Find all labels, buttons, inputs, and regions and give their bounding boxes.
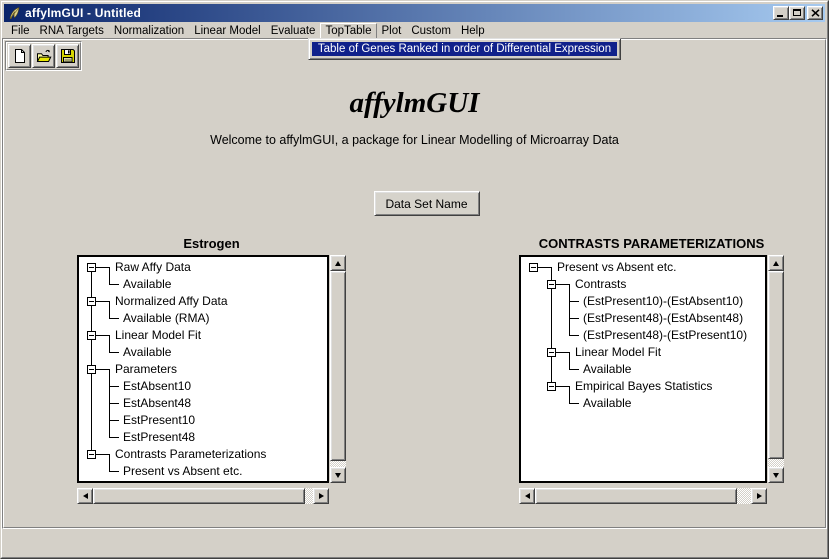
tree-row[interactable] bbox=[83, 293, 327, 310]
tree-connector-line bbox=[109, 420, 119, 421]
tree-connector bbox=[83, 395, 101, 412]
tree-connector-line bbox=[569, 284, 570, 293]
tree-connector-line bbox=[109, 352, 119, 353]
tree-item-label: Linear Model Fit bbox=[575, 345, 662, 359]
tree-connector bbox=[543, 361, 561, 378]
arrow-left-icon bbox=[525, 493, 530, 499]
tree-connector bbox=[83, 344, 101, 361]
tree-connector bbox=[101, 259, 111, 276]
scroll-up-button[interactable] bbox=[330, 255, 346, 271]
tree-connector bbox=[101, 378, 119, 395]
tree-node-toggle bbox=[83, 446, 101, 463]
tree-connector-line bbox=[551, 310, 552, 327]
scroll-down-button[interactable] bbox=[768, 467, 784, 483]
tree-connector bbox=[561, 293, 579, 310]
minimize-button[interactable] bbox=[773, 6, 789, 20]
tree-connector bbox=[561, 378, 571, 395]
new-button[interactable] bbox=[8, 44, 31, 68]
tree-node-toggle bbox=[525, 259, 543, 276]
collapse-minus-icon[interactable] bbox=[87, 263, 96, 272]
tree-item-label: Parameters bbox=[115, 362, 178, 376]
tree-row[interactable] bbox=[525, 378, 765, 395]
tree-connector-line bbox=[569, 335, 579, 336]
scrollbar-thumb[interactable] bbox=[330, 271, 346, 461]
toolbar bbox=[5, 41, 82, 71]
tree-node-toggle bbox=[83, 361, 101, 378]
menu-linear-model[interactable]: Linear Model bbox=[194, 24, 261, 37]
collapse-minus-icon[interactable] bbox=[547, 382, 556, 391]
tree-connector-line bbox=[569, 386, 570, 395]
tree-connector bbox=[525, 361, 543, 378]
collapse-minus-icon[interactable] bbox=[87, 365, 96, 374]
tree-row[interactable] bbox=[83, 446, 327, 463]
tree-connector bbox=[543, 259, 553, 276]
tree-item-label: Available bbox=[583, 362, 632, 376]
menu-rna-targets[interactable]: RNA Targets bbox=[39, 24, 104, 37]
tree-connector bbox=[101, 412, 119, 429]
tree-row[interactable] bbox=[83, 412, 327, 429]
close-button[interactable] bbox=[807, 6, 823, 20]
tree-connector-line bbox=[109, 437, 119, 438]
tree-row[interactable] bbox=[525, 293, 765, 310]
tree-connector bbox=[525, 310, 543, 327]
title-bar bbox=[4, 4, 825, 22]
tree-connector bbox=[101, 344, 119, 361]
tree-row[interactable] bbox=[83, 327, 327, 344]
tk-feather-icon bbox=[7, 6, 22, 21]
menu-option-table-of-genes-ranked-in-order[interactable]: Table of Genes Ranked in order of Differential Expression bbox=[312, 42, 617, 56]
tree-row[interactable] bbox=[525, 276, 765, 293]
tree-connector bbox=[543, 395, 561, 412]
collapse-minus-icon[interactable] bbox=[547, 348, 556, 357]
arrow-left-icon bbox=[83, 493, 88, 499]
tree-row[interactable] bbox=[83, 395, 327, 412]
tree-connector-line bbox=[569, 369, 579, 370]
tree-connector-line bbox=[91, 310, 92, 327]
tree-item-label: (EstPresent48)-(EstAbsent48) bbox=[583, 311, 744, 325]
page-title: affylmGUI bbox=[349, 87, 480, 119]
scrollbar-thumb[interactable] bbox=[768, 271, 784, 459]
contrasts-tree-group bbox=[519, 235, 784, 504]
tree-connector bbox=[83, 429, 101, 446]
tree-item-label: EstPresent48 bbox=[123, 430, 196, 444]
tree-connector bbox=[83, 378, 101, 395]
tree-connector-line bbox=[109, 284, 119, 285]
vertical-scrollbar[interactable] bbox=[768, 255, 784, 483]
horizontal-scrollbar[interactable] bbox=[519, 488, 767, 504]
scroll-left-button[interactable] bbox=[519, 488, 535, 504]
tree-item-label: Normalized Affy Data bbox=[115, 294, 228, 308]
tree-listbox[interactable] bbox=[77, 255, 329, 483]
scroll-up-button[interactable] bbox=[768, 255, 784, 271]
tree-title: CONTRASTS PARAMETERIZATIONS bbox=[538, 236, 765, 251]
tree-connector-line bbox=[109, 267, 110, 276]
scroll-left-button[interactable] bbox=[77, 488, 93, 504]
tree-item-label: Available (RMA) bbox=[123, 311, 210, 325]
tree-node-toggle bbox=[83, 293, 101, 310]
tree-connector bbox=[83, 310, 101, 327]
tree-row[interactable] bbox=[83, 259, 327, 276]
tree-connector bbox=[101, 429, 119, 446]
tree-connector bbox=[525, 395, 543, 412]
tree-connector-line bbox=[91, 276, 92, 293]
tree-connector bbox=[525, 327, 543, 344]
tree-item-label: Contrasts bbox=[575, 277, 627, 291]
tree-connector bbox=[525, 378, 543, 395]
scroll-down-button[interactable] bbox=[330, 467, 346, 483]
tree-item-label: Contrasts Parameterizations bbox=[115, 447, 267, 461]
tree-item-label: EstAbsent10 bbox=[123, 379, 192, 393]
tree-connector bbox=[101, 327, 111, 344]
tree-connector bbox=[525, 344, 543, 361]
tree-node-toggle bbox=[83, 327, 101, 344]
scrollbar-thumb[interactable] bbox=[535, 488, 737, 504]
tree-connector bbox=[561, 327, 579, 344]
horizontal-scrollbar[interactable] bbox=[77, 488, 329, 504]
tree-row[interactable] bbox=[525, 361, 765, 378]
tree-item-label: Available bbox=[583, 396, 632, 410]
tree-connector-line bbox=[569, 403, 579, 404]
tree-connector bbox=[561, 344, 571, 361]
tree-connector-line bbox=[551, 361, 552, 378]
tree-item-label: (EstPresent10)-(EstAbsent10) bbox=[583, 294, 744, 308]
collapse-minus-icon[interactable] bbox=[87, 297, 96, 306]
tree-connector bbox=[543, 293, 561, 310]
scrollbar-thumb[interactable] bbox=[93, 488, 305, 504]
tree-connector-line bbox=[109, 386, 119, 387]
collapse-minus-icon[interactable] bbox=[547, 280, 556, 289]
tree-connector-line bbox=[109, 471, 119, 472]
tree-connector bbox=[525, 276, 543, 293]
tree-connector-line bbox=[569, 352, 570, 361]
arrow-right-icon bbox=[757, 493, 762, 499]
tree-node-toggle bbox=[83, 259, 101, 276]
tree-connector-line bbox=[109, 318, 119, 319]
tree-connector bbox=[561, 276, 571, 293]
tree-connector bbox=[83, 412, 101, 429]
tree-connector bbox=[101, 310, 119, 327]
tree-row[interactable] bbox=[83, 276, 327, 293]
tree-connector bbox=[561, 361, 579, 378]
tree-row[interactable] bbox=[525, 395, 765, 412]
toptable-dropdown-menu bbox=[308, 38, 621, 60]
save-icon bbox=[60, 48, 76, 64]
tree-node-toggle bbox=[543, 344, 561, 361]
arrow-right-icon bbox=[319, 493, 324, 499]
scroll-right-button[interactable] bbox=[751, 488, 767, 504]
tree-connector-line bbox=[91, 412, 92, 429]
collapse-minus-icon[interactable] bbox=[87, 331, 96, 340]
tree-connector-line bbox=[551, 327, 552, 344]
tree-connector-line bbox=[551, 267, 552, 276]
tree-connector-line bbox=[569, 301, 579, 302]
tree-item-label: Present vs Absent etc. bbox=[557, 260, 677, 274]
tree-connector-line bbox=[91, 395, 92, 412]
tree-connector-line bbox=[91, 429, 92, 446]
tree-item-label: Available bbox=[123, 345, 172, 359]
tree-row[interactable] bbox=[83, 429, 327, 446]
tree-row[interactable] bbox=[83, 463, 327, 480]
save-button[interactable] bbox=[56, 44, 79, 68]
tree-title: Estrogen bbox=[183, 236, 240, 251]
tree-listbox[interactable] bbox=[519, 255, 767, 483]
tree-connector bbox=[101, 463, 119, 480]
arrow-up-icon bbox=[335, 261, 341, 266]
tree-connector bbox=[101, 446, 111, 463]
tree-connector bbox=[561, 395, 579, 412]
maximize-icon bbox=[793, 9, 801, 16]
tree-row[interactable] bbox=[525, 344, 765, 361]
tree-connector bbox=[543, 327, 561, 344]
tree-connector-line bbox=[109, 454, 110, 463]
tree-connector bbox=[101, 395, 119, 412]
tree-node-toggle bbox=[543, 276, 561, 293]
tree-item-label: Empirical Bayes Statistics bbox=[575, 379, 713, 393]
tree-connector-line bbox=[91, 378, 92, 395]
tree-connector-line bbox=[91, 344, 92, 361]
menu-evaluate[interactable]: Evaluate bbox=[270, 24, 316, 37]
collapse-minus-icon[interactable] bbox=[87, 450, 96, 459]
open-button[interactable] bbox=[32, 44, 55, 68]
tree-connector bbox=[525, 293, 543, 310]
tree-row[interactable] bbox=[83, 310, 327, 327]
menu-plot[interactable]: Plot bbox=[381, 24, 402, 37]
arrow-down-icon bbox=[335, 473, 341, 478]
tree-connector bbox=[101, 361, 111, 378]
estrogen-tree-group bbox=[77, 235, 346, 504]
tree-connector-line bbox=[109, 335, 110, 344]
new-file-icon bbox=[12, 48, 28, 64]
tree-row[interactable] bbox=[525, 327, 765, 344]
tree-item-label: EstPresent10 bbox=[123, 413, 196, 427]
tree-row[interactable] bbox=[83, 378, 327, 395]
tree-row[interactable] bbox=[525, 310, 765, 327]
scroll-right-button[interactable] bbox=[313, 488, 329, 504]
welcome-text: Welcome to affylmGUI, a package for Linear Modelling of Microarray Data bbox=[210, 133, 619, 147]
menu-file[interactable]: File bbox=[11, 24, 30, 37]
tree-connector bbox=[83, 463, 101, 480]
tree-row[interactable] bbox=[83, 361, 327, 378]
tree-connector bbox=[101, 293, 111, 310]
tree-connector-line bbox=[569, 318, 579, 319]
tree-connector-line bbox=[109, 369, 110, 378]
collapse-minus-icon[interactable] bbox=[529, 263, 538, 272]
tree-row[interactable] bbox=[525, 259, 765, 276]
vertical-scrollbar[interactable] bbox=[330, 255, 346, 483]
maximize-button[interactable] bbox=[789, 6, 805, 20]
tree-connector-line bbox=[109, 403, 119, 404]
tree-connector bbox=[543, 310, 561, 327]
tree-connector bbox=[83, 276, 101, 293]
tree-connector bbox=[561, 310, 579, 327]
close-icon bbox=[811, 9, 820, 17]
data-set-name-button[interactable]: Data Set Name bbox=[374, 191, 480, 216]
tree-item-label: (EstPresent48)-(EstPresent10) bbox=[583, 328, 748, 342]
tree-row[interactable] bbox=[83, 344, 327, 361]
open-folder-icon bbox=[36, 48, 52, 64]
tree-item-label: Available bbox=[123, 277, 172, 291]
menu-custom[interactable]: Custom bbox=[411, 24, 451, 37]
tree-node-toggle bbox=[543, 378, 561, 395]
tree-item-label: Present vs Absent etc. bbox=[123, 464, 243, 478]
arrow-down-icon bbox=[773, 473, 779, 478]
tree-item-label: Raw Affy Data bbox=[115, 260, 191, 274]
window-controls bbox=[773, 6, 823, 20]
window-frame bbox=[1, 1, 828, 558]
window-title: affylmGUI - Untitled bbox=[25, 6, 142, 20]
menu-normalization[interactable]: Normalization bbox=[113, 24, 185, 37]
tree-connector-line bbox=[551, 293, 552, 310]
tree-connector bbox=[101, 276, 119, 293]
tree-item-label: EstAbsent48 bbox=[123, 396, 192, 410]
content-frame bbox=[2, 38, 827, 529]
tree-connector-line bbox=[109, 301, 110, 310]
arrow-up-icon bbox=[773, 261, 779, 266]
minimize-icon bbox=[777, 15, 783, 17]
tree-item-label: Linear Model Fit bbox=[115, 328, 202, 342]
menu-toptable[interactable]: TopTable bbox=[320, 23, 376, 40]
menu-help[interactable]: Help bbox=[460, 24, 485, 37]
